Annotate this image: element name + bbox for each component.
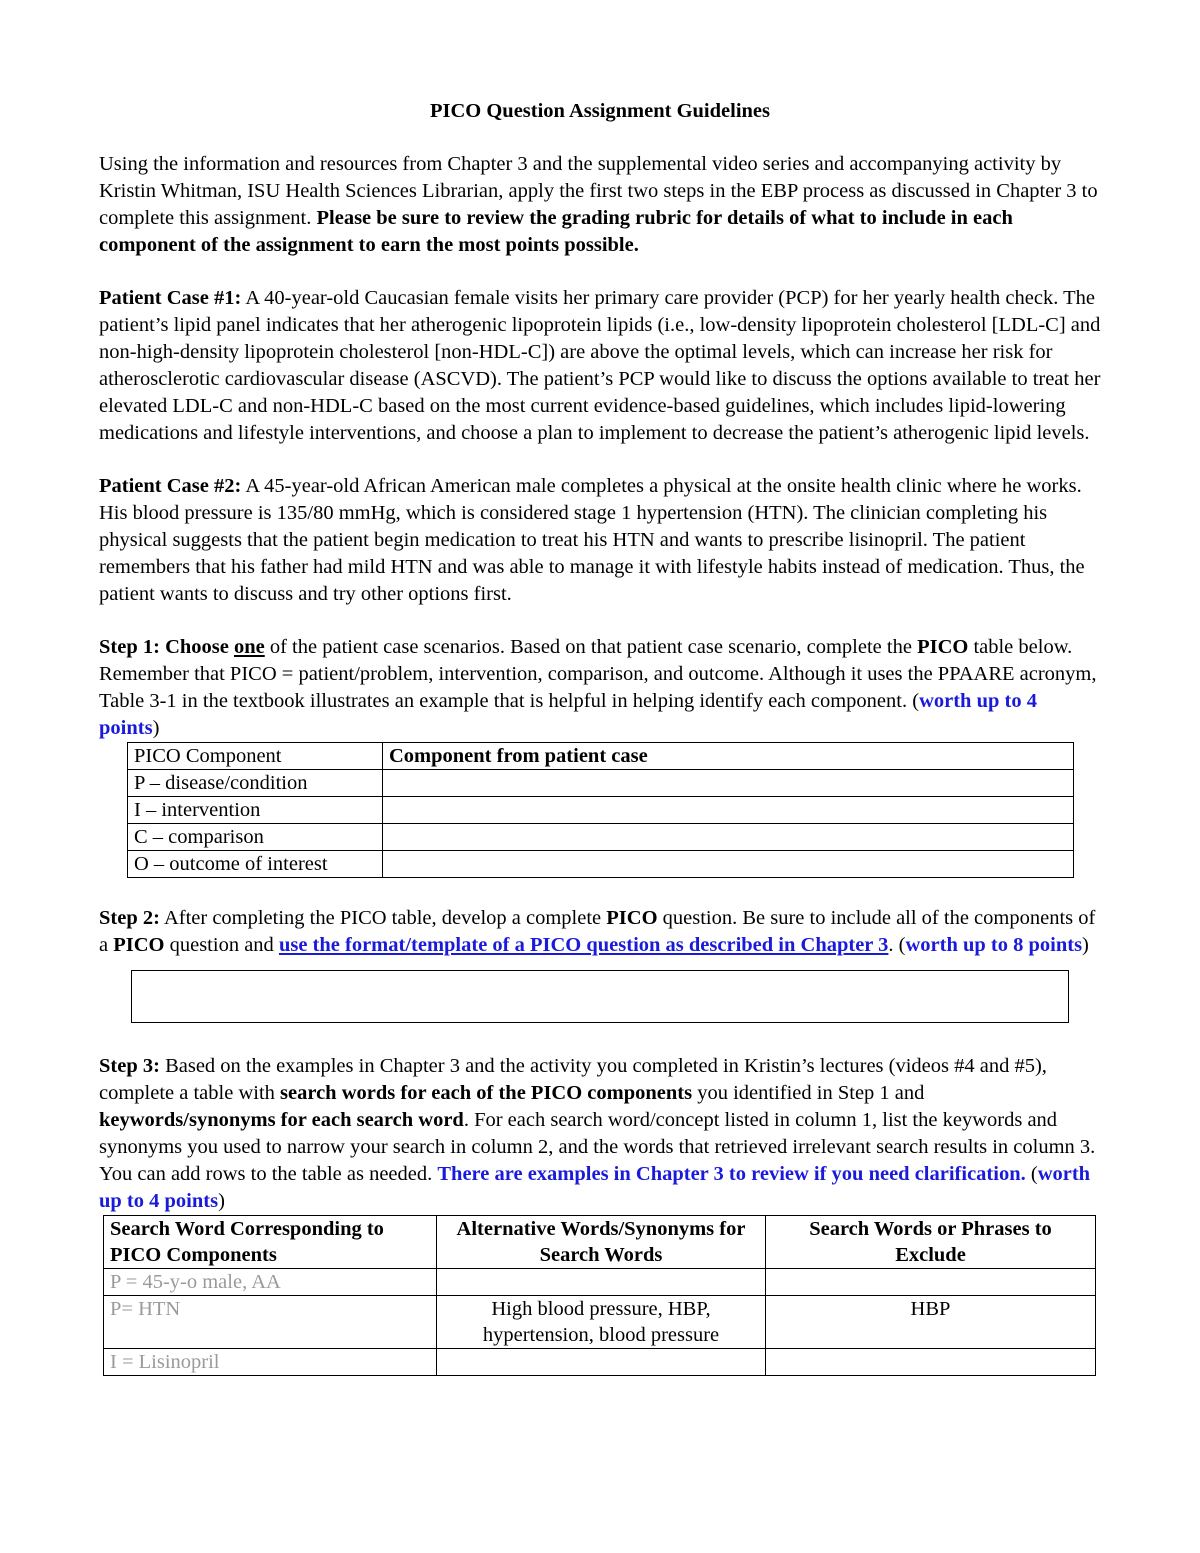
pico-c-value[interactable] (383, 824, 1074, 851)
table-row (104, 1349, 1096, 1376)
step3-bold-a: search words for each of the PICO components (280, 1082, 693, 1104)
step1-text-b: table below. Remember that PICO = patient/problem, intervention, comparison, and outcome. Although it uses the PPAARE acronym, Table 3-1 in the textbook illustrates an example that is helpful in helping identify each component. ( (99, 636, 1097, 712)
step3-points: worth up to 4 points (99, 1163, 1091, 1212)
pico-header-row (128, 743, 1074, 770)
pico-question-answer-box[interactable] (131, 970, 1069, 1023)
step2-text-b: question. Be sure to include all of the components of a (99, 907, 1096, 956)
case1-text: A 40-year-old Caucasian female visits her primary care provider (PCP) for her yearly health check. The patient’s lipid panel indicates that her atherogenic lipoprotein lipids (i.e., low-density lipoprotein cholesterol [LDL-C] and non-high-density lipoprotein cholesterol [non-HDL-C]) are above the optimal levels, which can increase her risk for atherosclerotic cardiovascular disease (ASCVD). The patient’s PCP would like to discuss the options available to treat her elevated LDL-C and non-HDL-C based on the most current evidence-based guidelines, which includes lipid-lowering medications and lifestyle interventions, and choose a plan to implement to decrease the patient’s atherogenic lipid levels. (99, 287, 1101, 444)
pico-table (127, 742, 1074, 878)
step1-close: ) (152, 717, 160, 739)
search-words-table (103, 1215, 1096, 1376)
step1-label: Step 1: (99, 636, 160, 658)
case2-label: Patient Case #2: (99, 475, 242, 497)
step1-one: one (233, 636, 265, 658)
step3-label: Step 3: (99, 1055, 160, 1077)
pico-header-component: PICO Component (128, 743, 383, 770)
pico-o-value[interactable] (383, 851, 1074, 878)
step2-close: ) (1082, 934, 1089, 956)
table-row (128, 851, 1074, 878)
intro-text: Using the information and resources from Chapter 3 and the supplemental video series and accompanying activity by Kristin Whitman, ISU Health Sciences Librarian, apply the first two steps in the EBP process as discussed in Chapter 3 to complete this assignment. (99, 153, 1098, 229)
step3-text-c: . For each search word/concept listed in column 1, list the keywords and synonyms you used to narrow your search in column 2, and the words that retrieved irrelevant search results in column 3. You can add rows to the table as needed. (99, 1109, 1096, 1185)
pico-i-label: I – intervention (128, 797, 383, 824)
step1-paragraph (99, 634, 1101, 742)
search-header-synonyms: Alternative Words/Synonyms for Search Words (437, 1216, 766, 1269)
case2-text: A 45-year-old African American male completes a physical at the onsite health clinic where he works. His blood pressure is 135/80 mmHg, which is considered stage 1 hypertension (HTN). The clinician completing his physical suggests that the patient begin medication to treat his HTN and wants to prescribe lisinopril. The patient remembers that his father had mild HTN and was able to manage it with lifestyle habits instead of medication. Thus, the patient wants to discuss and try other options first. (99, 475, 1085, 605)
step3-blue-note: There are examples in Chapter 3 to review if you need clarification. (437, 1163, 1026, 1185)
table-row (104, 1296, 1096, 1349)
pico-p-label: P – disease/condition (128, 770, 383, 797)
search-header-exclude: Search Words or Phrases to Exclude (766, 1216, 1096, 1269)
step2-paragraph (99, 905, 1101, 959)
step2-text-a: After completing the PICO table, develop a complete (163, 907, 602, 929)
intro-paragraph (99, 151, 1101, 259)
document-body (99, 98, 1101, 1376)
table-row (128, 770, 1074, 797)
step1-choose: Choose (165, 636, 229, 658)
pico-o-label: O – outcome of interest (128, 851, 383, 878)
step2-text-c: question and (169, 934, 274, 956)
step2-text-d: . ( (888, 934, 906, 956)
search-row1-synonyms[interactable] (437, 1269, 766, 1296)
search-row3-synonyms[interactable] (437, 1349, 766, 1376)
table-row (128, 824, 1074, 851)
search-header-pico: Search Word Corresponding to PICO Components (104, 1216, 437, 1269)
step1-points: worth up to 4 points (99, 690, 1037, 739)
patient-case-1 (99, 285, 1101, 447)
search-row2-word[interactable]: P= HTN (104, 1296, 437, 1349)
search-row3-exclude[interactable] (766, 1349, 1096, 1376)
table-row (104, 1269, 1096, 1296)
case1-label: Patient Case #1: (99, 287, 242, 309)
pico-c-label: C – comparison (128, 824, 383, 851)
intro-bold: Please be sure to review the grading rubric for details of what to include in each component of the assignment to earn the most points possible. (99, 207, 1013, 256)
patient-case-2 (99, 473, 1101, 608)
search-row3-word[interactable]: I = Lisinopril (104, 1349, 437, 1376)
step3-text-a: Based on the examples in Chapter 3 and the activity you completed in Kristin’s lectures (videos #4 and #5), complete a table with (99, 1055, 1047, 1104)
step3-bold-b: keywords/synonyms for each search word (99, 1109, 464, 1131)
search-row1-exclude[interactable] (766, 1269, 1096, 1296)
table-row (128, 797, 1074, 824)
page-title: PICO Question Assignment Guidelines (429, 100, 770, 122)
search-row2-synonyms[interactable]: High blood pressure, HBP, hypertension, blood pressure (437, 1296, 766, 1349)
step1-pico: PICO (917, 636, 969, 658)
step3-paragraph (99, 1053, 1101, 1215)
step2-label: Step 2: (99, 907, 160, 929)
search-header-row (104, 1216, 1096, 1269)
step3-close: ) (218, 1190, 225, 1212)
search-row1-word[interactable]: P = 45-y-o male, AA (104, 1269, 437, 1296)
step1-text-a: of the patient case scenarios. Based on that patient case scenario, complete the (269, 636, 912, 658)
step2-points: worth up to 8 points (905, 934, 1083, 956)
search-row2-exclude[interactable]: HBP (766, 1296, 1096, 1349)
pico-p-value[interactable] (383, 770, 1074, 797)
pico-template-link[interactable]: use the format/template of a PICO question as described in Chapter 3 (278, 934, 889, 956)
step3-open: ( (1030, 1163, 1038, 1185)
step2-pico-2: PICO (113, 934, 165, 956)
step3-text-b: you identified in Step 1 and (697, 1082, 925, 1104)
step2-pico-1: PICO (606, 907, 658, 929)
pico-i-value[interactable] (383, 797, 1074, 824)
pico-header-case: Component from patient case (383, 743, 1074, 770)
